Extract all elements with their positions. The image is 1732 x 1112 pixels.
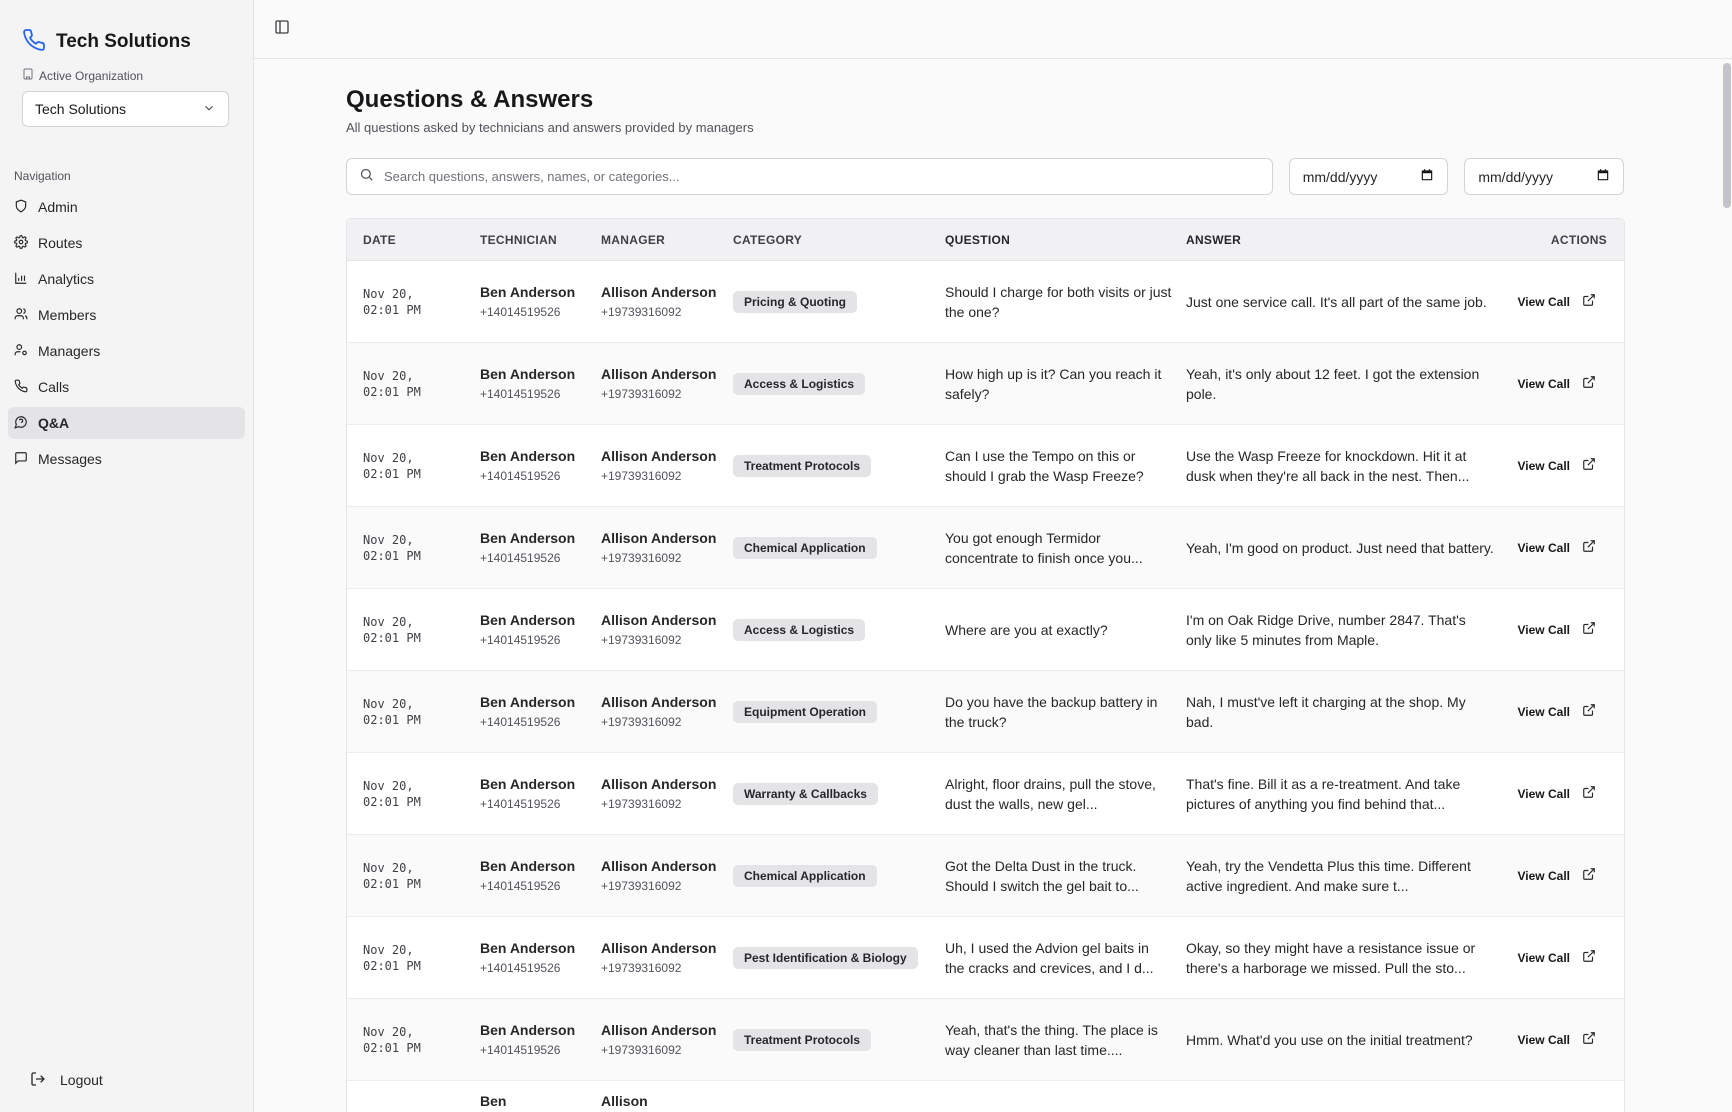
row-date-time: 02:01 PM [363,302,421,317]
date-from-input[interactable] [1289,158,1449,195]
manager-name: Allison Anderson [601,693,717,710]
row-technician [480,528,601,568]
sidebar-item-qa[interactable] [8,407,245,439]
row-date-day: Nov 20, [363,696,414,711]
sidebar-item-admin[interactable] [8,191,245,223]
external-link-icon[interactable] [1582,457,1596,474]
question-text: You got enough Termidor concentrate to finish once you... [945,529,1143,566]
external-link-icon[interactable] [1582,375,1596,392]
row-actions [1506,703,1624,720]
column-header-date[interactable]: DATE [363,232,396,247]
technician-phone: +14014519526 [480,304,561,319]
row-date [347,286,480,318]
row-manager [601,282,733,322]
search-box [346,158,1273,195]
technician-phone: +14014519526 [480,550,561,565]
logout-button[interactable] [30,1064,103,1096]
question-text: Got the Delta Dust in the truck. Should I switch the gel bait to... [945,857,1139,894]
column-header-category[interactable]: CATEGORY [733,232,803,247]
content [254,59,1624,1112]
row-actions [1506,949,1624,966]
row-technician [480,856,601,896]
category-badge: Access & Logistics [733,619,865,641]
table-row [347,835,1624,917]
search-icon [359,167,374,187]
row-question [945,938,1186,978]
external-link-icon[interactable] [1582,621,1596,638]
manager-name: Allison Anderson [601,365,717,382]
view-call-button[interactable]: View Call [1517,376,1570,391]
question-text: Should I charge for both visits or just the one? [945,283,1172,320]
sidebar-item-label: Q&A [38,415,70,431]
answer-text: Nah, I must've left it charging at the shop. My bad. [1186,693,1466,730]
manager-phone: +19739316092 [601,632,682,647]
technician-name: Ben Anderson [480,939,576,956]
brand-name: Tech Solutions [56,31,191,52]
table-row [347,671,1624,753]
nav-heading: Navigation [14,169,71,183]
row-category [733,783,945,805]
table-row [347,425,1624,507]
row-technician [480,774,601,814]
sidebar-item-routes[interactable] [8,227,245,259]
row-technician [480,692,601,732]
manager-name: Allison Anderson [601,1021,717,1038]
row-date [347,778,480,810]
logout-label: Logout [60,1072,103,1088]
row-date-day: Nov 20, [363,614,414,629]
row-manager [601,1091,733,1111]
answer-text: Just one service call. It's all part of the same job. [1186,293,1487,310]
row-date-time: 02:01 PM [363,630,421,645]
question-text: Can I use the Tempo on this or should I grab the Wasp Freeze? [945,447,1144,484]
user-cog-icon [14,343,28,360]
manager-phone: +19739316092 [601,714,682,729]
sidebar-item-label: Messages [38,451,102,467]
external-link-icon[interactable] [1582,703,1596,720]
row-date [347,1024,480,1056]
row-manager [601,856,733,896]
category-badge: Chemical Application [733,537,877,559]
sidebar-item-label: Members [38,307,97,323]
row-manager [601,364,733,404]
row-date-day: Nov 20, [363,778,414,793]
row-answer [1186,538,1506,558]
view-call-button[interactable]: View Call [1517,704,1570,719]
column-header-technician[interactable]: TECHNICIAN [480,232,557,247]
manager-name: Allison Anderson [601,283,717,300]
sidebar-item-messages[interactable] [8,443,245,475]
table-row [347,753,1624,835]
brand [0,0,253,60]
qa-table [346,218,1625,1112]
manager-phone: +19739316092 [601,878,682,893]
row-question [945,774,1186,814]
row-category [733,537,945,559]
row-answer [1186,292,1506,312]
row-date [347,450,480,482]
sidebar-item-analytics[interactable] [8,263,245,295]
question-text: How high up is it? Can you reach it safely? [945,365,1162,402]
column-header-question[interactable]: QUESTION [945,232,1011,247]
technician-name: Ben Anderson [480,365,576,382]
row-date-time: 02:01 PM [363,548,421,563]
help-bubble-icon [14,415,28,432]
gear-icon [14,235,28,252]
manager-name: Allison Anderson [601,529,717,546]
row-question [945,282,1186,322]
shield-icon [14,199,28,216]
category-badge: Warranty & Callbacks [733,783,878,805]
table-row [347,917,1624,999]
row-actions [1506,457,1624,474]
row-category [733,619,945,641]
manager-phone: +19739316092 [601,796,682,811]
row-date [347,532,480,564]
question-text: Where are you at exactly? [945,621,1108,638]
row-date-day: Nov 20, [363,450,414,465]
row-technician [480,364,601,404]
view-call-button[interactable]: View Call [1517,458,1570,473]
row-date-day: Nov 20, [363,368,414,383]
row-date [347,942,480,974]
technician-name: Ben Anderson [480,447,576,464]
row-technician [480,282,601,322]
manager-phone: +19739316092 [601,304,682,319]
answer-text: Hmm. What'd you use on the initial treatment? [1186,1031,1473,1048]
sidebar-item-label: Routes [38,235,83,251]
sidebar-toggle-icon[interactable] [274,19,290,40]
search-input[interactable] [384,169,1260,184]
manager-name: Allison Anderson [601,939,717,956]
answer-text: I'm on Oak Ridge Drive, number 2847. That's only like 5 minutes from Maple. [1186,611,1466,648]
row-actions [1506,375,1624,392]
manager-name: Allison [601,1093,648,1109]
row-actions [1506,621,1624,638]
row-date-day: Nov 20, [363,532,414,547]
row-date [347,614,480,646]
column-header-actions: ACTIONS [1550,232,1607,247]
column-header-answer[interactable]: ANSWER [1186,232,1242,247]
row-technician [480,1091,601,1111]
row-date-day: Nov 20, [363,286,414,301]
main [254,0,1732,1112]
answer-text: Yeah, I'm good on product. Just need that battery. [1186,539,1494,556]
sidebar-item-calls[interactable] [8,371,245,403]
row-category [733,455,945,477]
technician-name: Ben Anderson [480,857,576,874]
row-technician [480,938,601,978]
view-call-button[interactable]: View Call [1517,294,1570,309]
external-link-icon[interactable] [1582,867,1596,884]
table-row [347,507,1624,589]
phone-logo-icon [22,28,46,57]
sidebar [0,0,254,1112]
row-actions [1506,867,1624,884]
technician-phone: +14014519526 [480,468,561,483]
row-answer [1186,938,1506,978]
manager-name: Allison Anderson [601,775,717,792]
page-subtitle: All questions asked by technicians and answers provided by managers [346,120,754,135]
table-body [347,261,1624,1112]
row-category [733,291,945,313]
manager-phone: +19739316092 [601,468,682,483]
answer-text: Okay, so they might have a resistance issue or there's a harborage we missed. Pull the sto... [1186,939,1476,976]
technician-name: Ben Anderson [480,611,576,628]
topbar [254,0,1732,59]
view-call-button[interactable]: View Call [1517,622,1570,637]
row-manager [601,446,733,486]
category-badge: Pricing & Quoting [733,291,857,313]
external-link-icon[interactable] [1582,949,1596,966]
row-manager [601,774,733,814]
filters [346,158,1624,195]
category-badge: Chemical Application [733,865,877,887]
table-row [347,1081,1624,1112]
row-category [733,701,945,723]
sidebar-item-label: Managers [38,343,101,359]
technician-phone: +14014519526 [480,1042,561,1057]
calendar-icon[interactable] [1596,168,1610,185]
row-actions [1506,1031,1624,1048]
technician-phone: +14014519526 [480,386,561,401]
technician-name: Ben Anderson [480,283,576,300]
view-call-button[interactable]: View Call [1517,786,1570,801]
technician-phone: +14014519526 [480,878,561,893]
manager-name: Allison Anderson [601,611,717,628]
category-badge: Access & Logistics [733,373,865,395]
row-question [945,1020,1186,1060]
question-text: Alright, floor drains, pull the stove, dust the walls, new gel... [945,775,1156,812]
external-link-icon[interactable] [1582,1031,1596,1048]
column-header-manager[interactable]: MANAGER [601,232,666,247]
users-icon [14,307,28,324]
technician-phone: +14014519526 [480,960,561,975]
row-question [945,620,1186,640]
org-select[interactable] [22,91,229,127]
row-technician [480,1020,601,1060]
row-actions [1506,293,1624,310]
nav [0,191,253,475]
row-question [945,364,1186,404]
table-row [347,999,1624,1081]
external-link-icon[interactable] [1582,293,1596,310]
table-header [347,219,1624,261]
message-icon [14,451,28,468]
row-date [347,696,480,728]
row-technician [480,446,601,486]
category-badge: Treatment Protocols [733,455,871,477]
bar-chart-icon [14,271,28,288]
sidebar-item-members[interactable] [8,299,245,331]
row-date-time: 02:01 PM [363,958,421,973]
view-call-button[interactable]: View Call [1517,950,1570,965]
external-link-icon[interactable] [1582,539,1596,556]
row-date-time: 02:01 PM [363,794,421,809]
date-to-input[interactable] [1464,158,1624,195]
date-to-placeholder: mm/dd/yyyy [1478,168,1554,185]
answer-text: Yeah, it's only about 12 feet. I got the extension pole. [1186,365,1480,402]
row-date-time: 02:01 PM [363,876,421,891]
technician-name: Ben Anderson [480,693,576,710]
org-select-value: Tech Solutions [35,101,127,117]
technician-name: Ben Anderson [480,775,576,792]
manager-phone: +19739316092 [601,386,682,401]
external-link-icon[interactable] [1582,785,1596,802]
manager-name: Allison Anderson [601,447,717,464]
table-row [347,261,1624,343]
scrollbar[interactable] [1723,63,1731,208]
row-question [945,856,1186,896]
manager-phone: +19739316092 [601,550,682,565]
row-category [733,1029,945,1051]
question-text: Yeah, that's the thing. The place is way cleaner than last time.... [945,1021,1158,1058]
row-date-time: 02:01 PM [363,466,421,481]
row-technician [480,610,601,650]
technician-phone: +14014519526 [480,632,561,647]
sidebar-item-managers[interactable] [8,335,245,367]
row-category [733,373,945,395]
calendar-icon[interactable] [1420,168,1434,185]
category-badge: Pest Identification & Biology [733,947,918,969]
row-question [945,692,1186,732]
sidebar-item-label: Analytics [38,271,95,287]
chevron-down-icon [202,101,216,118]
view-call-button[interactable]: View Call [1517,868,1570,883]
row-actions [1506,539,1624,556]
org-label [0,60,253,83]
row-manager [601,1020,733,1060]
row-manager [601,610,733,650]
table-row [347,343,1624,425]
row-answer [1186,774,1506,814]
technician-name: Ben Anderson [480,1021,576,1038]
row-question [945,446,1186,486]
row-manager [601,692,733,732]
row-date [347,860,480,892]
manager-phone: +19739316092 [601,1042,682,1057]
category-badge: Treatment Protocols [733,1029,871,1051]
row-answer [1186,364,1506,404]
row-manager [601,938,733,978]
row-date-time: 02:01 PM [363,384,421,399]
row-manager [601,528,733,568]
row-question [945,528,1186,568]
answer-text: Yeah, try the Vendetta Plus this time. Different active ingredient. And make sure t... [1186,857,1471,894]
row-answer [1186,610,1506,650]
manager-phone: +19739316092 [601,960,682,975]
row-date-day: Nov 20, [363,860,414,875]
date-from-placeholder: mm/dd/yyyy [1302,168,1378,185]
row-date-time: 02:01 PM [363,1040,421,1055]
category-badge: Equipment Operation [733,701,877,723]
row-answer [1186,856,1506,896]
row-answer [1186,1030,1506,1050]
phone-icon [14,379,28,396]
view-call-button[interactable]: View Call [1517,540,1570,555]
technician-phone: +14014519526 [480,714,561,729]
row-date-time: 02:01 PM [363,712,421,727]
row-date [347,368,480,400]
answer-text: That's fine. Bill it as a re-treatment. And take pictures of anything you find behind that... [1186,775,1461,812]
row-category [733,947,945,969]
logout-icon [30,1071,46,1090]
answer-text: Use the Wasp Freeze for knockdown. Hit it at dusk when they're all back in the nest. Then... [1186,447,1470,484]
question-text: Uh, I used the Advion gel baits in the cracks and crevices, and I d... [945,939,1154,976]
page-title: Questions & Answers [346,86,594,113]
row-category [733,865,945,887]
row-actions [1506,785,1624,802]
sidebar-item-label: Calls [38,379,70,395]
org-label-text: Active Organization [39,68,144,83]
view-call-button[interactable]: View Call [1517,1032,1570,1047]
row-date-day: Nov 20, [363,942,414,957]
row-answer [1186,446,1506,486]
technician-name: Ben [480,1093,507,1109]
sidebar-item-label: Admin [38,199,78,215]
table-row [347,589,1624,671]
manager-name: Allison Anderson [601,857,717,874]
question-text: Do you have the backup battery in the truck? [945,693,1158,730]
row-answer [1186,692,1506,732]
technician-name: Ben Anderson [480,529,576,546]
technician-phone: +14014519526 [480,796,561,811]
building-icon [22,68,34,83]
row-date-day: Nov 20, [363,1024,414,1039]
